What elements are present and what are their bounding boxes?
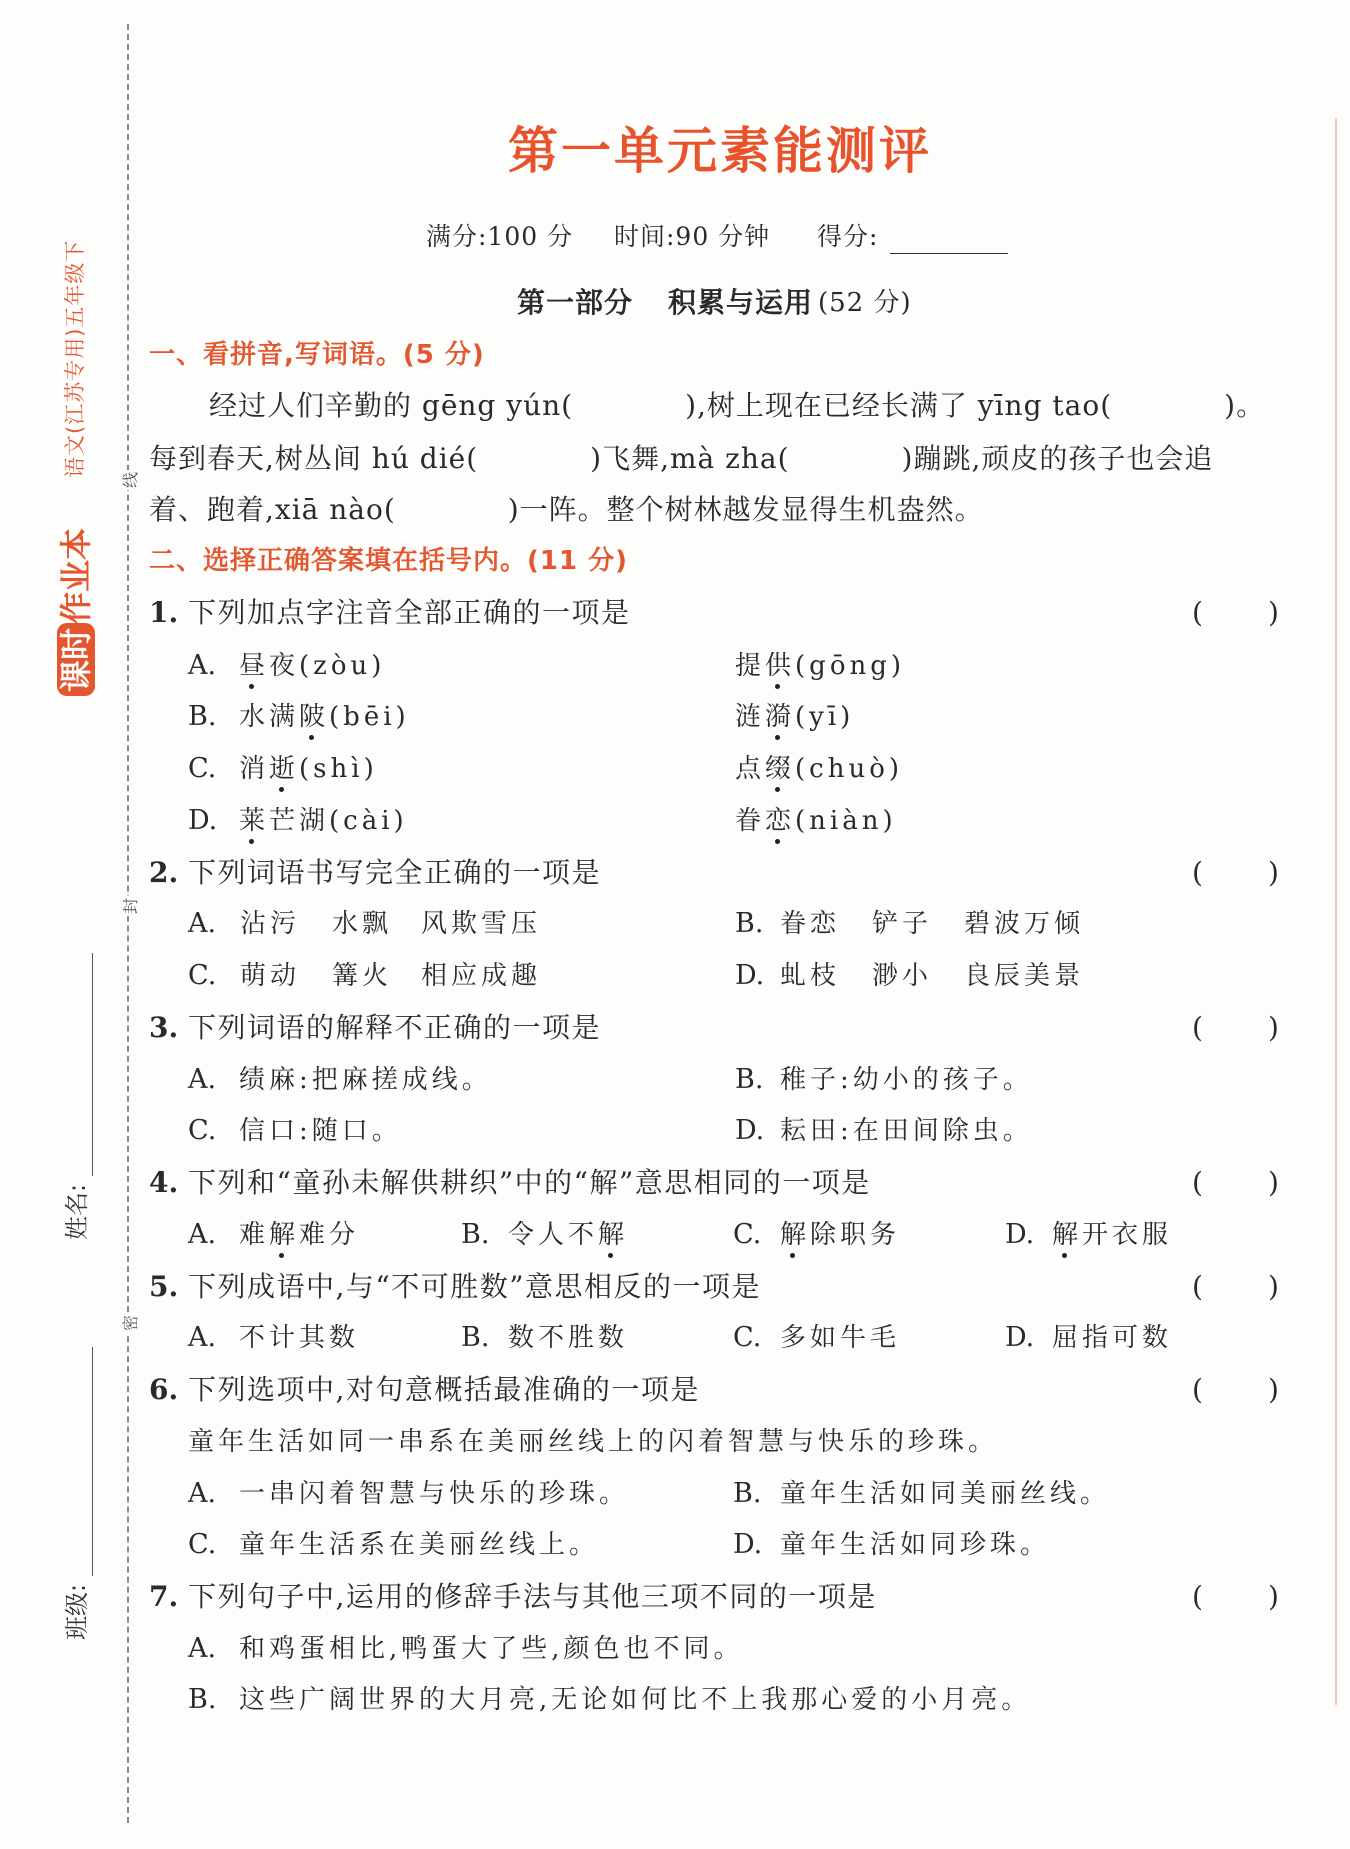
question-stem: 下列和“童孙未解供耕织”中的“解”意思相同的一项是	[188, 1166, 871, 1199]
option-d-label: D.	[735, 1115, 765, 1146]
option-row	[0, 801, 1350, 841]
question-stem: 下列词语的解释不正确的一项是	[188, 1011, 602, 1044]
answer-bracket-close: )	[1268, 1011, 1279, 1044]
section-1-heading: 一、看拼音,写词语。(5 分)	[149, 340, 485, 370]
option-b-label: B.	[735, 908, 764, 939]
option-b-label: B.	[188, 701, 217, 732]
answer-bracket-open: (	[1192, 1580, 1203, 1613]
option-c-text: 信口:随口。	[239, 1116, 402, 1146]
option-word: 相应成趣	[421, 961, 542, 991]
option-c-text: 多如牛毛	[780, 1323, 901, 1353]
option-row	[0, 697, 1350, 737]
dotted-character: 莱	[239, 801, 269, 841]
question-1	[0, 593, 1350, 633]
answer-bracket-close: )	[1268, 856, 1279, 889]
option-row	[0, 1215, 1350, 1255]
option-row	[0, 1318, 1350, 1358]
paragraph-text: 经过人们辛勤的 gēng yún(	[209, 389, 574, 422]
question-7	[0, 1577, 1350, 1617]
score-blank-line	[890, 253, 1008, 254]
page-title: 第一单元素能测评	[508, 121, 932, 180]
option-b-text: 童年生活如同美丽丝线。	[780, 1479, 1111, 1509]
word-part: 令人不	[508, 1220, 599, 1250]
logo-part-1: 课时	[57, 624, 95, 696]
option-c-text	[780, 1215, 900, 1255]
dotted-character: 逝	[269, 749, 299, 789]
logo-part-2: 作业本	[57, 527, 95, 624]
question-number: 3.	[149, 1011, 179, 1044]
option-word: 篝火	[332, 961, 393, 991]
answer-blank	[478, 458, 590, 468]
answer-bracket-close: )	[1268, 1580, 1279, 1613]
option-row	[0, 749, 1350, 789]
answer-blank	[1112, 405, 1224, 415]
option-c-label: C.	[188, 960, 217, 991]
section-1-heading-row	[0, 335, 1350, 375]
option-b-text: 稚子:幼小的孩子。	[780, 1065, 1033, 1095]
dotted-character: 解	[780, 1215, 810, 1255]
question-6	[0, 1370, 1350, 1410]
dotted-character: 解	[598, 1215, 628, 1255]
answer-bracket-close: )	[1268, 1166, 1279, 1199]
question-number: 5.	[149, 1270, 179, 1303]
part-points: (52 分)	[818, 288, 912, 318]
paragraph-text: )飞舞,mà zha(	[590, 442, 790, 475]
question-2	[0, 853, 1350, 893]
word-part: (gōng)	[795, 651, 906, 681]
section-2-heading: 二、选择正确答案填在括号内。(11 分)	[149, 546, 628, 576]
class-label: 班级:	[63, 1583, 91, 1641]
option-word: 萌动	[240, 961, 301, 991]
option-a-text: 和鸡蛋相比,鸭蛋大了些,颜色也不同。	[239, 1634, 744, 1664]
option-word: 良辰美景	[964, 961, 1085, 991]
cut-mark-secret: 密	[121, 1315, 140, 1332]
option-word: 风欺雪压	[421, 909, 542, 939]
option-row	[0, 904, 1350, 944]
book-info: 语文(江苏专用)五年级下	[63, 239, 87, 478]
option-c-label: C.	[733, 1219, 762, 1250]
paragraph-text: )。	[1224, 389, 1266, 422]
option-word: 水飘	[332, 909, 393, 939]
paragraph-text: 每到春天,树丛间 hú dié(	[149, 442, 479, 475]
word-part: 难分	[299, 1220, 360, 1250]
option-b-label: B.	[733, 1478, 762, 1509]
option-b-label: B.	[188, 1684, 217, 1715]
word-part: 难	[239, 1220, 270, 1250]
option-a-left-word	[239, 646, 385, 686]
paragraph-text: )一阵。整个树林越发显得生机盎然。	[507, 493, 984, 526]
word-part: 芒湖(cài)	[269, 806, 408, 836]
question-stem: 下列词语书写完全正确的一项是	[188, 856, 602, 889]
answer-bracket-close: )	[1268, 596, 1279, 629]
option-b-text: 这些广阔世界的大月亮,无论如何比不上我那心爱的小月亮。	[239, 1685, 1032, 1715]
dotted-character: 供	[765, 646, 795, 686]
word-part: (niàn)	[795, 806, 897, 836]
option-b-label: B.	[461, 1219, 490, 1250]
word-part: 除职务	[810, 1220, 901, 1250]
score-info-row	[0, 217, 1350, 257]
option-a-label: A.	[188, 650, 217, 681]
option-b-left-word	[239, 697, 410, 737]
dotted-character: 漪	[765, 697, 795, 737]
answer-bracket-open: (	[1192, 1373, 1203, 1406]
option-c-label: C.	[733, 1322, 762, 1353]
dotted-character: 陂	[299, 697, 329, 737]
word-part: 开衣服	[1082, 1220, 1173, 1250]
option-c-label: C.	[188, 753, 217, 784]
option-word: 铲子	[872, 909, 933, 939]
option-row	[0, 1629, 1350, 1669]
option-word: 虬枝	[780, 961, 841, 991]
option-d-text: 耘田:在田间除虫。	[780, 1116, 1033, 1146]
option-d-label: D.	[188, 805, 218, 836]
part-name: 积累与运用	[668, 286, 814, 319]
answer-bracket-open: (	[1192, 1011, 1203, 1044]
dotted-character: 解	[269, 1215, 299, 1255]
option-a-text: 一串闪着智慧与快乐的珍珠。	[239, 1479, 630, 1509]
option-a-text	[239, 1215, 359, 1255]
option-word: 碧波万倾	[964, 909, 1085, 939]
option-row	[0, 1060, 1350, 1100]
question-stem: 下列成语中,与“不可胜数”意思相反的一项是	[188, 1270, 762, 1303]
question-stem: 下列句子中,运用的修辞手法与其他三项不同的一项是	[188, 1580, 877, 1613]
name-label: 姓名:	[63, 1183, 91, 1241]
word-part: (yī)	[795, 702, 855, 732]
option-d-label: D.	[735, 960, 765, 991]
word-part: (chuò)	[795, 754, 904, 784]
option-a-label: A.	[188, 908, 217, 939]
dotted-character: 恋	[765, 801, 795, 841]
score-label: 得分:	[817, 222, 879, 251]
word-part: 涟	[735, 702, 766, 732]
pinyin-paragraph-line-2	[149, 439, 1213, 479]
answer-bracket-close: )	[1268, 1270, 1279, 1303]
question-number: 7.	[149, 1580, 179, 1613]
answer-bracket-open: (	[1192, 1270, 1203, 1303]
option-d-text: 屈指可数	[1052, 1323, 1173, 1353]
option-a-label: A.	[188, 1633, 217, 1664]
option-d-label: D.	[733, 1529, 763, 1560]
answer-bracket-open: (	[1192, 1166, 1203, 1199]
option-row	[0, 956, 1350, 996]
option-d-text	[1052, 1215, 1172, 1255]
answer-bracket-open: (	[1192, 596, 1203, 629]
option-b-text	[508, 1215, 628, 1255]
option-b-text: 数不胜数	[508, 1323, 629, 1353]
option-a-label: A.	[188, 1064, 217, 1095]
option-b-right-word	[735, 697, 854, 737]
option-a-label: A.	[188, 1322, 217, 1353]
word-part: (shì)	[299, 754, 378, 784]
option-c-left-word	[239, 749, 378, 789]
option-c-right-word	[735, 749, 903, 789]
word-part: 提	[735, 651, 766, 681]
quoted-sentence: 童年生活如同一串系在美丽丝线上的闪着智慧与快乐的珍珠。	[188, 1427, 999, 1457]
option-d-text: 童年生活如同珍珠。	[780, 1530, 1051, 1560]
question-3	[0, 1008, 1350, 1048]
question-stem: 下列选项中,对句意概括最准确的一项是	[188, 1373, 700, 1406]
paragraph-text: ),树上现在已经长满了 yīng tao(	[685, 389, 1113, 422]
question-4	[0, 1163, 1350, 1203]
option-a-label: A.	[188, 1478, 217, 1509]
word-part: 消	[239, 754, 270, 784]
cut-mark-line: 线	[121, 472, 140, 489]
option-word: 眷恋	[780, 909, 841, 939]
option-d-right-word	[735, 801, 897, 841]
option-word: 沾污	[240, 909, 301, 939]
option-d-label: D.	[1005, 1219, 1035, 1250]
dotted-character: 解	[1052, 1215, 1082, 1255]
option-d-left-word	[239, 801, 408, 841]
cut-mark-seal: 封	[121, 898, 140, 915]
full-score: 满分:100 分	[426, 222, 574, 251]
question-stem: 下列加点字注音全部正确的一项是	[188, 596, 631, 629]
word-part: (bēi)	[329, 702, 410, 732]
option-b-label: B.	[735, 1064, 764, 1095]
option-b-label: B.	[461, 1322, 490, 1353]
dotted-character: 昼	[239, 646, 269, 686]
word-part: 点	[735, 754, 766, 784]
option-row	[0, 1111, 1350, 1151]
option-c-text: 童年生活系在美丽丝线上。	[239, 1530, 600, 1560]
option-row	[0, 646, 1350, 686]
quoted-sentence-row	[0, 1422, 1350, 1462]
option-row	[0, 1680, 1350, 1720]
option-a-label: A.	[188, 1219, 217, 1250]
answer-blank	[573, 405, 685, 415]
pinyin-paragraph-line-1	[209, 386, 1265, 426]
part-heading	[0, 283, 1350, 323]
option-c-label: C.	[188, 1529, 217, 1560]
question-number: 2.	[149, 856, 179, 889]
dotted-character: 缀	[765, 749, 795, 789]
word-part: 水满	[239, 702, 300, 732]
option-a-text: 绩麻:把麻搓成线。	[239, 1065, 492, 1095]
time-limit: 时间:90 分钟	[614, 222, 771, 251]
question-number: 1.	[149, 596, 179, 629]
answer-blank	[790, 458, 902, 468]
paragraph-text: 着、跑着,xiā nào(	[149, 493, 396, 526]
pinyin-paragraph-line-3	[149, 490, 984, 530]
option-c-label: C.	[188, 1115, 217, 1146]
option-d-label: D.	[1005, 1322, 1035, 1353]
option-a-text: 不计其数	[239, 1323, 360, 1353]
option-a-right-word	[735, 646, 905, 686]
question-5	[0, 1267, 1350, 1307]
option-row	[0, 1474, 1350, 1514]
part-number: 第一部分	[517, 286, 634, 319]
question-number: 6.	[149, 1373, 179, 1406]
answer-blank	[396, 509, 508, 519]
question-number: 4.	[149, 1166, 179, 1199]
word-part: 眷	[735, 806, 766, 836]
answer-bracket-close: )	[1268, 1373, 1279, 1406]
section-2-heading-row	[0, 541, 1350, 581]
option-word: 渺小	[872, 961, 933, 991]
option-row	[0, 1525, 1350, 1565]
answer-bracket-open: (	[1192, 856, 1203, 889]
word-part: 夜(zòu)	[269, 651, 386, 681]
paragraph-text: )蹦跳,顽皮的孩子也会追	[901, 442, 1214, 475]
